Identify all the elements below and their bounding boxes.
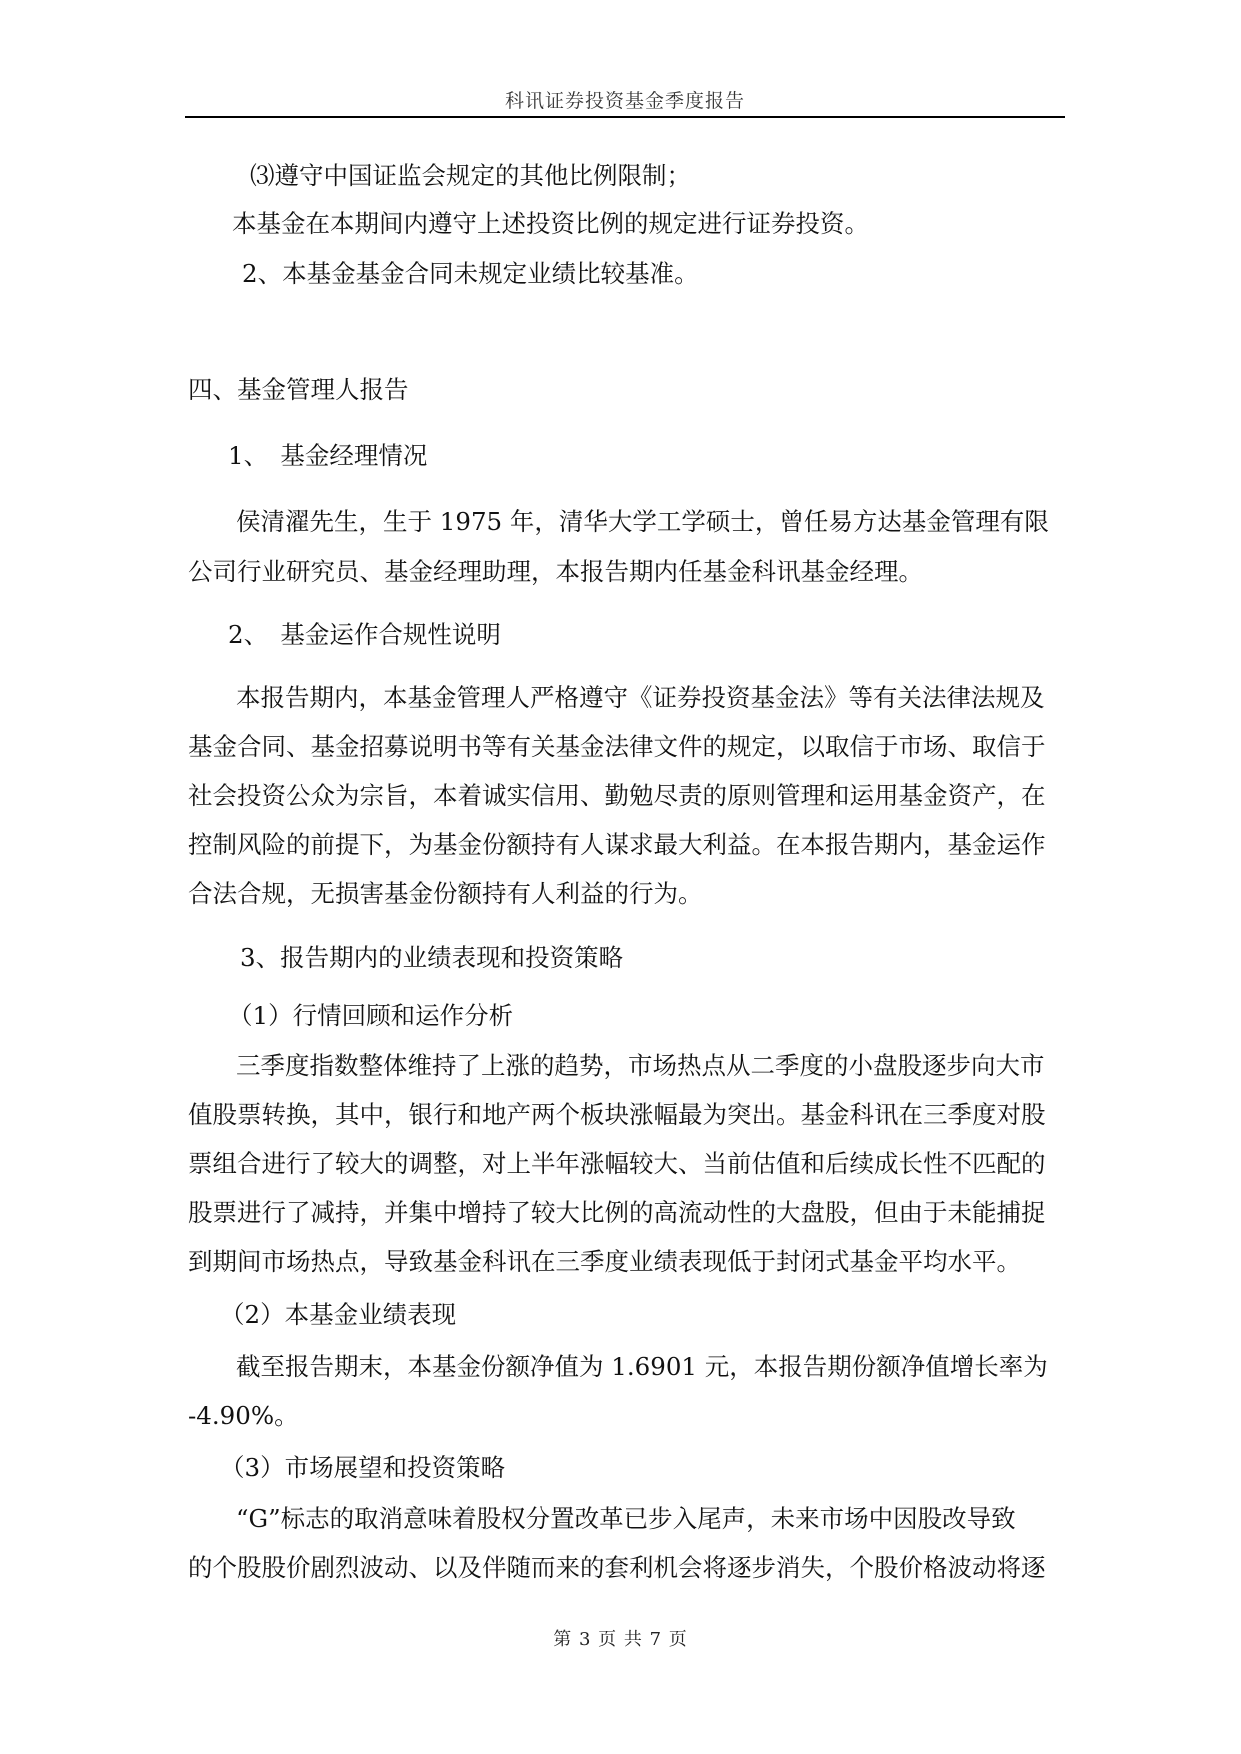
page-header-title: 科讯证券投资基金季度报告 bbox=[504, 90, 745, 112]
text-line: 股票进行了减持，并集中增持了较大比例的高流动性的大盘股，但由于未能捕捉 bbox=[188, 1198, 1046, 1227]
text-line: 侯清濯先生，生于 1975 年，清华大学工学硕士，曾任易方达基金管理有限 bbox=[236, 507, 1049, 536]
section-heading: 四、基金管理人报告 bbox=[188, 375, 409, 404]
text-line: 截至报告期末，本基金份额净值为 1.6901 元，本报告期份额净值增长率为 bbox=[236, 1352, 1048, 1381]
text-line: 票组合进行了较大的调整，对上半年涨幅较大、当前估值和后续成长性不匹配的 bbox=[188, 1149, 1046, 1178]
text-line: 基金合同、基金招募说明书等有关基金法律文件的规定，以取信于市场、取信于 bbox=[188, 732, 1046, 761]
text-line: 本基金在本期间内遵守上述投资比例的规定进行证券投资。 bbox=[232, 209, 869, 238]
text-line: “G”标志的取消意味着股权分置改革已步入尾声，未来市场中因股改导致 bbox=[236, 1504, 1016, 1533]
subsection-heading: 2、 基金运作合规性说明 bbox=[228, 620, 501, 649]
text-line: 控制风险的前提下，为基金份额持有人谋求最大利益。在本报告期内，基金运作 bbox=[188, 830, 1046, 859]
subsection-heading: 3、报告期内的业绩表现和投资策略 bbox=[240, 943, 624, 972]
page-number: 第 3 页 共 7 页 bbox=[553, 1629, 688, 1650]
text-line: 社会投资公众为宗旨，本着诚实信用、勤勉尽责的原则管理和运用基金资产，在 bbox=[188, 781, 1046, 810]
subsection-heading: 1、 基金经理情况 bbox=[228, 441, 428, 470]
text-line: 合法合规，无损害基金份额持有人利益的行为。 bbox=[188, 879, 703, 908]
text-line: 2、本基金基金合同未规定业绩比较基准。 bbox=[242, 259, 699, 288]
subsection-heading: （1）行情回顾和运作分析 bbox=[228, 1001, 514, 1030]
subsection-heading: （3）市场展望和投资策略 bbox=[220, 1453, 506, 1482]
text-line: 值股票转换，其中，银行和地产两个板块涨幅最为突出。基金科讯在三季度对股 bbox=[188, 1100, 1046, 1129]
text-line: 三季度指数整体维持了上涨的趋势，市场热点从二季度的小盘股逐步向大市 bbox=[236, 1051, 1045, 1080]
subsection-heading: （2）本基金业绩表现 bbox=[220, 1300, 457, 1329]
text-line: 的个股股价剧烈波动、以及伴随而来的套利机会将逐步消失，个股价格波动将逐 bbox=[188, 1553, 1046, 1582]
text-line: 到期间市场热点，导致基金科讯在三季度业绩表现低于封闭式基金平均水平。 bbox=[188, 1247, 1021, 1276]
text-line: 公司行业研究员、基金经理助理，本报告期内任基金科讯基金经理。 bbox=[188, 557, 923, 586]
header-rule bbox=[185, 116, 1065, 118]
text-line: 本报告期内，本基金管理人严格遵守《证券投资基金法》等有关法律法规及 bbox=[236, 683, 1045, 712]
text-line: -4.90%。 bbox=[188, 1401, 299, 1430]
text-line: ⑶遵守中国证监会规定的其他比例限制； bbox=[250, 161, 691, 190]
